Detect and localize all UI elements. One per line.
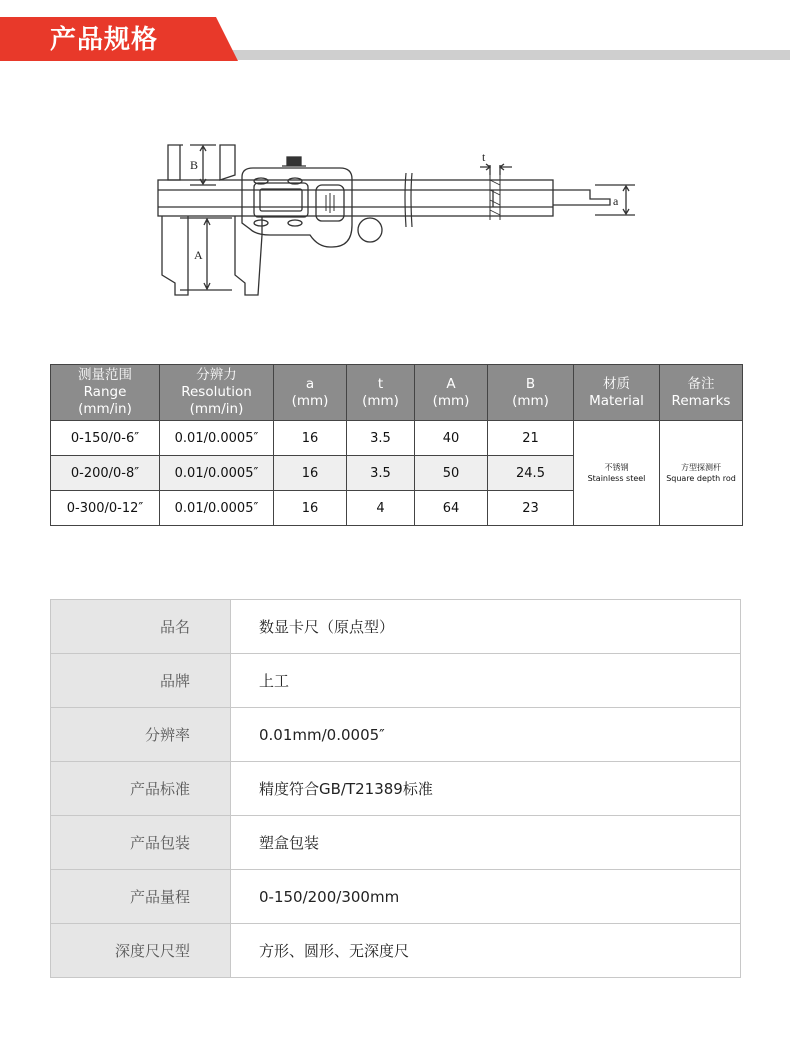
cell-a: 16 — [274, 456, 347, 491]
header-resolution: 分辨力 Resolution (mm/in) — [160, 365, 274, 421]
main-beam — [158, 180, 553, 216]
dimension-a-upper-arrow — [204, 219, 210, 289]
info-row-depth-rod — [51, 924, 741, 978]
cell-a: 16 — [274, 491, 347, 526]
info-label: 产品量程 — [51, 870, 231, 924]
dimension-t-arrow — [480, 164, 512, 170]
dimension-a-upper-label: A — [194, 248, 203, 262]
dimension-a-lower-arrow — [623, 186, 629, 214]
sliding-upper-jaw — [220, 145, 235, 180]
cell-range: 0-150/0-6″ — [51, 421, 160, 456]
info-value: 上工 — [231, 654, 741, 708]
header-range: 测量范围 Range (mm/in) — [51, 365, 160, 421]
spec-table — [50, 364, 743, 526]
cell-remarks: 方型探测杆 Square depth rod — [660, 421, 743, 526]
info-label: 品名 — [51, 600, 231, 654]
header-big-b: B (mm) — [488, 365, 574, 421]
cell-t: 3.5 — [347, 456, 415, 491]
cell-big-b: 24.5 — [488, 456, 574, 491]
dimension-t-label: t — [482, 150, 486, 164]
info-row-packaging — [51, 816, 741, 870]
fixed-upper-jaw — [168, 145, 183, 180]
cell-t: 4 — [347, 491, 415, 526]
header-remarks: 备注 Remarks — [660, 365, 743, 421]
dimension-b-label: B — [190, 158, 199, 172]
cell-resolution: 0.01/0.0005″ — [160, 491, 274, 526]
info-label: 产品标准 — [51, 762, 231, 816]
info-value: 塑盒包装 — [231, 816, 741, 870]
cell-big-a: 50 — [415, 456, 488, 491]
depth-rod — [553, 190, 610, 205]
fixed-lower-jaw — [162, 216, 188, 295]
cell-big-a: 64 — [415, 491, 488, 526]
cell-range: 0-200/0-8″ — [51, 456, 160, 491]
info-value: 精度符合GB/T21389标准 — [231, 762, 741, 816]
info-value: 数显卡尺（原点型） — [231, 600, 741, 654]
info-label: 深度尺尺型 — [51, 924, 231, 978]
thumb-roller — [358, 218, 382, 242]
dimension-a-lower-label: a — [613, 194, 619, 208]
info-row-name — [51, 600, 741, 654]
product-info-table — [50, 599, 741, 978]
cell-big-a: 40 — [415, 421, 488, 456]
header-material: 材质 Material — [574, 365, 660, 421]
info-row-brand — [51, 654, 741, 708]
info-row-standard — [51, 762, 741, 816]
info-label: 分辨率 — [51, 708, 231, 762]
lcd-screen — [254, 183, 308, 217]
spec-header-row — [51, 365, 743, 421]
info-row-resolution — [51, 708, 741, 762]
cell-material: 不锈钢 Stainless steel — [574, 421, 660, 526]
dimension-b-arrow — [200, 146, 206, 184]
cell-big-b: 23 — [488, 491, 574, 526]
locking-screw — [287, 157, 301, 165]
table-row — [51, 421, 743, 456]
cell-t: 3.5 — [347, 421, 415, 456]
page-title: 产品规格 — [50, 25, 159, 55]
info-row-range — [51, 870, 741, 924]
info-label: 品牌 — [51, 654, 231, 708]
cell-resolution: 0.01/0.0005″ — [160, 421, 274, 456]
info-value: 方形、圆形、无深度尺 — [231, 924, 741, 978]
cell-range: 0-300/0-12″ — [51, 491, 160, 526]
cell-big-b: 21 — [488, 421, 574, 456]
cell-a: 16 — [274, 421, 347, 456]
info-value: 0.01mm/0.0005″ — [231, 708, 741, 762]
info-label: 产品包装 — [51, 816, 231, 870]
header-a: a (mm) — [274, 365, 347, 421]
cell-resolution: 0.01/0.0005″ — [160, 456, 274, 491]
header-big-a: A (mm) — [415, 365, 488, 421]
info-value: 0-150/200/300mm — [231, 870, 741, 924]
header-t: t (mm) — [347, 365, 415, 421]
caliper-diagram — [150, 135, 660, 310]
